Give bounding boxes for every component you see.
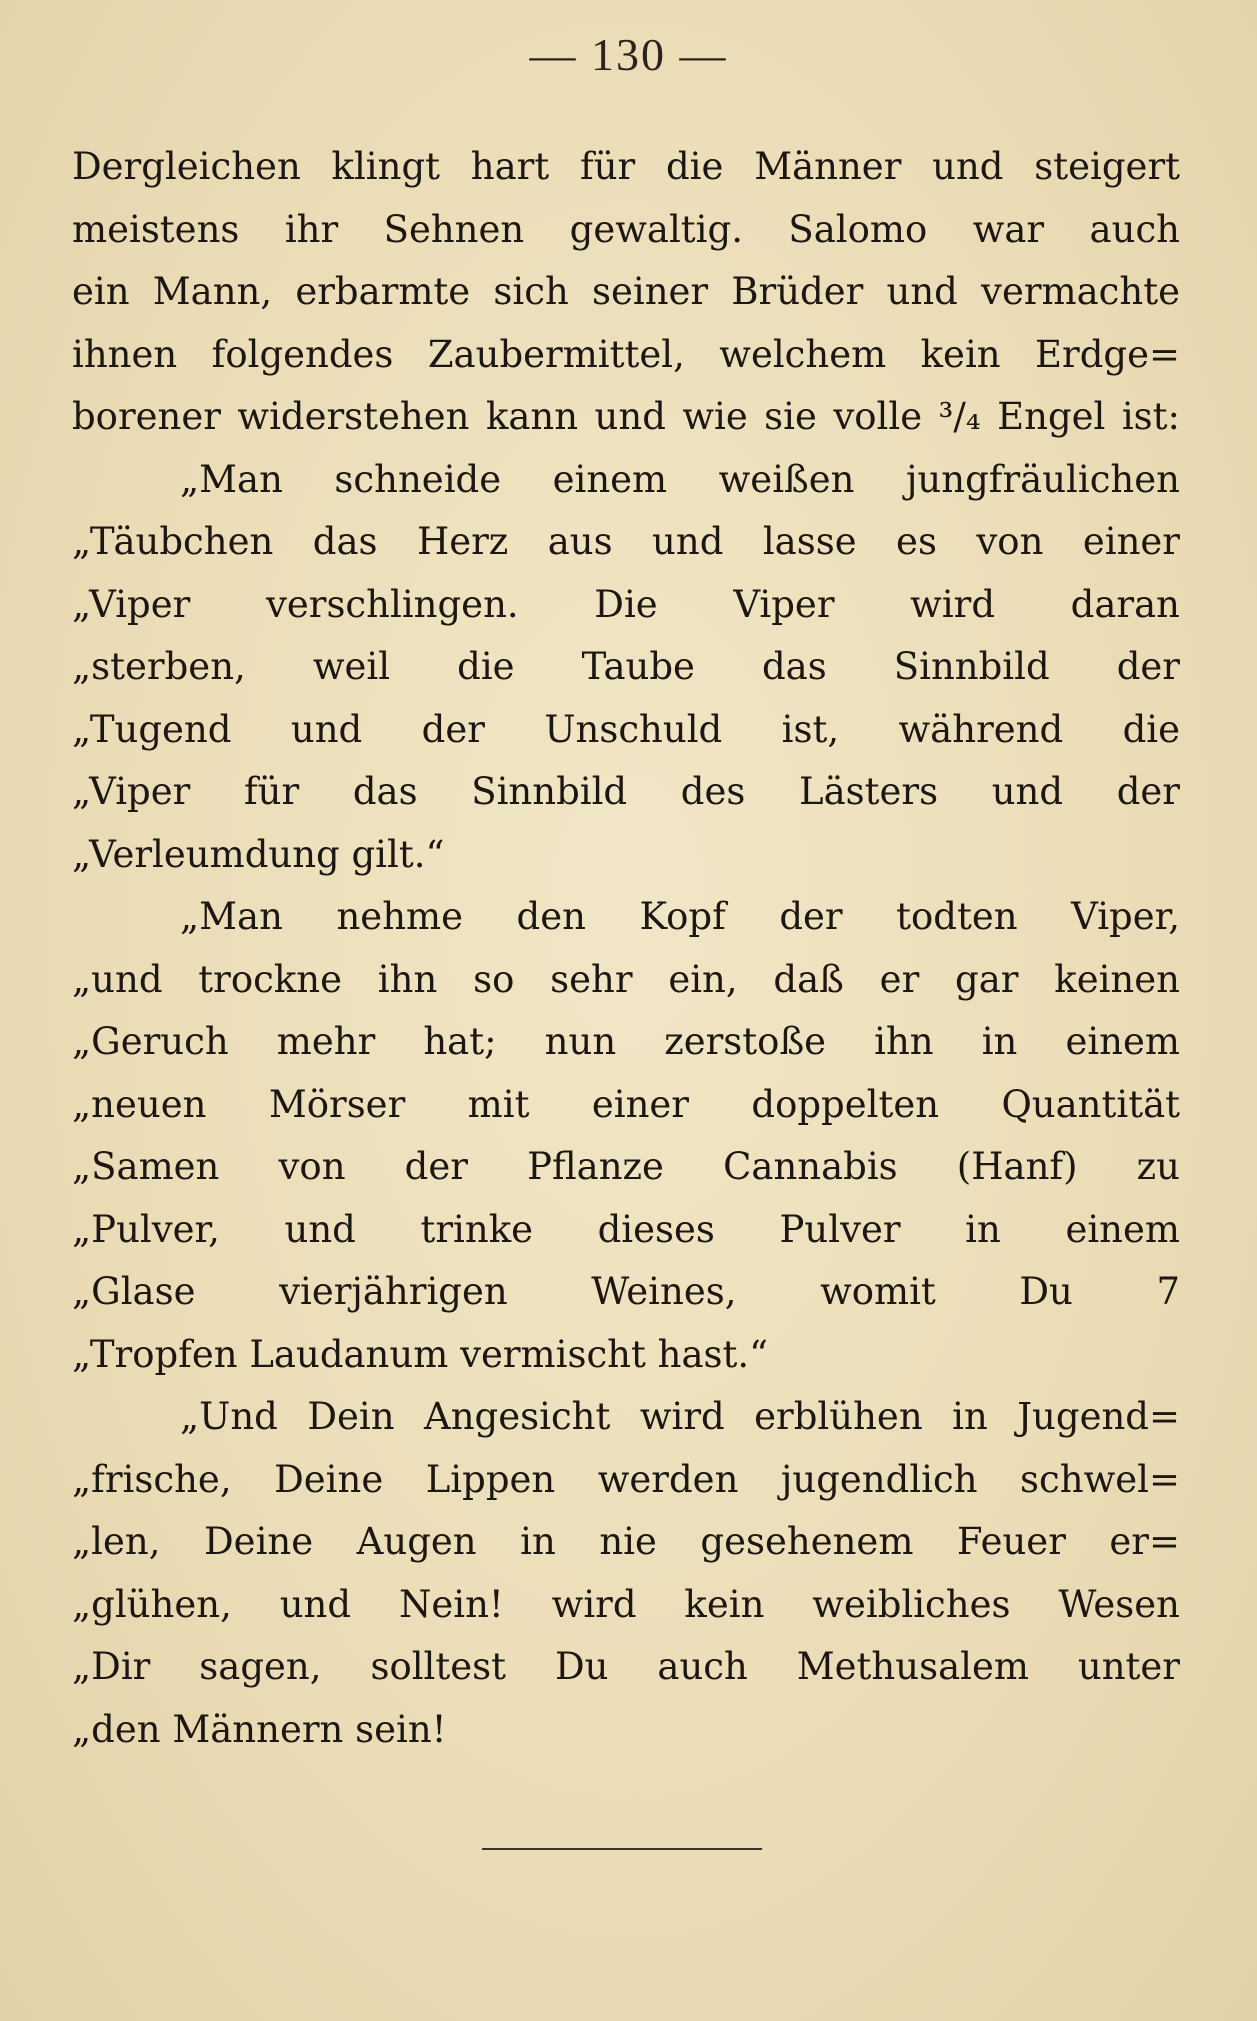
text-line: „Man schneide einem weißen jungfräulichen: [180, 457, 1180, 501]
body-text: [72, 136, 1180, 1761]
text-line: „Viper verschlingen. Die Viper wird daran: [72, 582, 1180, 626]
text-line: „und trockne ihn so sehr ein, daß er gar keinen: [72, 957, 1180, 1001]
text-line: „Tropfen Laudanum vermischt hast.“: [72, 1332, 769, 1376]
text-line: „sterben, weil die Taube das Sinnbild der: [72, 645, 1180, 688]
text-line: „den Männern sein!: [72, 1707, 447, 1751]
text-line: „Pulver, und trinke dieses Pulver in einem: [72, 1207, 1180, 1251]
section-divider: [482, 1848, 762, 1850]
text-line: borener widerstehen kann und wie sie volle ³/₄ Engel ist:: [72, 395, 1180, 438]
text-line: „glühen, und Nein! wird kein weibliches Wesen: [72, 1582, 1180, 1626]
text-line: „Viper für das Sinnbild des Lästers und der: [72, 770, 1180, 813]
text-line: meistens ihr Sehnen gewaltig. Salomo war auch: [72, 207, 1180, 251]
page-number: — 130 —: [529, 29, 728, 80]
text-line: „Und Dein Angesicht wird erblühen in Jugend=: [180, 1395, 1180, 1438]
text-line: „Dir sagen, solltest Du auch Methusalem unter: [72, 1645, 1180, 1688]
text-line: „Verleumdung gilt.“: [72, 832, 445, 876]
text-line: „Täubchen das Herz aus und lasse es von einer: [72, 520, 1180, 563]
text-line: „Samen von der Pflanze Cannabis (Hanf) zu: [72, 1145, 1180, 1188]
text-line: „Geruch mehr hat; nun zerstoße ihn in einem: [72, 1020, 1180, 1063]
text-line: ein Mann, erbarmte sich seiner Brüder und vermachte: [72, 270, 1180, 313]
text-line: „Man nehme den Kopf der todten Viper,: [180, 895, 1180, 938]
text-line: „Glase vierjährigen Weines, womit Du 7: [72, 1270, 1180, 1313]
text-line: „frische, Deine Lippen werden jugendlich schwel=: [72, 1457, 1180, 1501]
text-line: „len, Deine Augen in nie gesehenem Feuer er=: [72, 1520, 1180, 1563]
text-line: „neuen Mörser mit einer doppelten Quantität: [72, 1082, 1180, 1126]
text-line: „Tugend und der Unschuld ist, während die: [72, 707, 1180, 751]
text-line: Dergleichen klingt hart für die Männer und steigert: [72, 145, 1180, 188]
text-line: ihnen folgendes Zaubermittel, welchem kein Erdge=: [72, 332, 1180, 376]
